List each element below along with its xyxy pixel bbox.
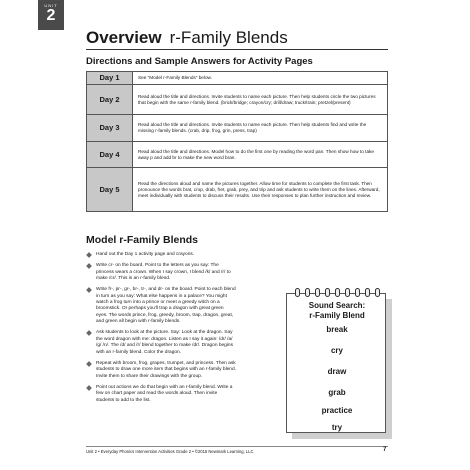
day-text: Read aloud the title and directions. Model how to do the first one by reading the word pan. Then show how to take away p and add br to make the new word bran.: [133, 142, 388, 168]
list-item: [86, 361, 236, 380]
bullet-text: Hand out the Day 1 activity page and crayons.: [96, 252, 195, 257]
ring-icon: [305, 288, 310, 297]
diamond-bullet-icon: [86, 361, 92, 367]
list-item: [86, 385, 236, 404]
card-title-line2: r-Family Blend: [309, 310, 365, 320]
day-text: Read aloud the title and directions. Invite students to name each picture. Then help students circle the two pictures that begin with the same r-family blend. (brick/bridge; crayon/cry; drill/draw; truck/train; pretzel/present): [133, 85, 388, 115]
day-label: Day 1: [87, 72, 133, 85]
bullet-text: Write cr- on the board. Point to the letters as you say: The princess wears a crown. When I say crown, I blend /k/ and /r/ to make /cr/. This is an r-family blend.: [96, 263, 231, 282]
ring-icon: [355, 288, 360, 297]
day-label: Day 2: [87, 85, 133, 115]
day-text: See “Model r-Family Blends” below.: [133, 72, 388, 85]
table-row: [87, 168, 388, 212]
diamond-bullet-icon: [86, 287, 92, 293]
card-word: practice: [321, 406, 353, 415]
table-row: [87, 142, 388, 168]
day-label: Day 3: [87, 115, 133, 142]
list-item: [86, 330, 236, 356]
day-text: Read aloud the title and directions. Invite students to name each picture. Then help students find and write the missing r-family blends. (crab, drip, frog, grin, press, trap): [133, 115, 388, 142]
diamond-bullet-icon: [86, 263, 92, 269]
model-heading: Model r-Family Blends: [86, 234, 199, 246]
title-bold: Overview: [86, 28, 162, 47]
ring-icon: [335, 288, 340, 297]
list-item: [86, 263, 236, 282]
bullet-text: Point out actions we do that begin with an r-family blend. Write a few on chart paper and read the words aloud. Then invite students to add to the list.: [96, 384, 233, 403]
table-row: [87, 85, 388, 115]
table-row: [87, 72, 388, 85]
ring-icon: [365, 288, 370, 297]
unit-number: 2: [46, 7, 56, 24]
page-number: 7: [383, 447, 387, 453]
ring-icon: [345, 288, 350, 297]
ring-icon: [315, 288, 320, 297]
day-label: Day 5: [87, 168, 133, 212]
list-item: [86, 287, 236, 325]
diamond-bullet-icon: [86, 252, 92, 258]
card-word: grab: [328, 388, 346, 397]
card-word: try: [331, 423, 343, 432]
diamond-bullet-icon: [86, 331, 92, 337]
card-word: break: [326, 325, 348, 334]
card-face: [286, 293, 386, 433]
day-label: Day 4: [87, 142, 133, 168]
ring-icon: [295, 288, 300, 297]
card-word: cry: [330, 346, 343, 355]
spiral-binding: [287, 288, 387, 298]
unit-tab: [38, 0, 64, 30]
title-rule: [86, 49, 388, 50]
card-title: [287, 301, 387, 320]
bullet-text: Repeat with broom, frog, grapes, trumpet, and princess. Then ask students to draw one more item that begins with an r-family blend. Invite them to share their drawings with the group.: [96, 360, 236, 379]
table-row: [87, 115, 388, 142]
word-card: [286, 293, 389, 435]
bullet-text: Ask students to look at the picture. Say: Look at the dragon. Say the word dragon with me: dragon. Listen as I say it again: /dr/ /a/ /g/ /n/. The /d/ and /r/ blend together to make /dr/. Dragon begins with an r-family blend. Color the dragon.: [96, 330, 233, 355]
instruction-list: [86, 252, 236, 409]
day-text: Read the directions aloud and name the pictures together. Allow time for students to complete the first task. Then pronounce the words brat, crop, drab, fret, grab, prey, and trip and ask students to write them on the lines. Afterward, meet individually with students to discuss their results. Use their responses to plan further instruction and review.: [133, 168, 388, 212]
unit-label: UNIT: [44, 3, 58, 8]
footer-text: Unit 2 • Everyday Phonics Intervention Activities Grade 2 • ©2015 Newmark Learning, LLC: [86, 449, 254, 454]
page-title: [86, 28, 288, 48]
ring-icon: [325, 288, 330, 297]
title-topic: r-Family Blends: [169, 28, 288, 47]
card-word: draw: [327, 367, 347, 376]
bullet-text: Write fr-, pr-, gr-, br-, tr-, and dr- on the board. Point to each blend in turn as you say: What else happens in a palace? You might watch a frog turn into a prince or meet a greedy witch on a broomstick. Or perhaps you'll trap a dragon with great green eyes. The words prince, frog, greedy, broom, trap, dragon, great, and green all begin with r-family blends.: [96, 287, 236, 325]
directions-heading: Directions and Sample Answers for Activity Pages: [86, 56, 313, 67]
ring-icon: [375, 288, 380, 297]
footer-rule: [86, 446, 388, 447]
list-item: [86, 252, 236, 258]
diamond-bullet-icon: [86, 385, 92, 391]
days-table: [86, 71, 388, 212]
card-title-line1: Sound Search:: [308, 301, 366, 310]
